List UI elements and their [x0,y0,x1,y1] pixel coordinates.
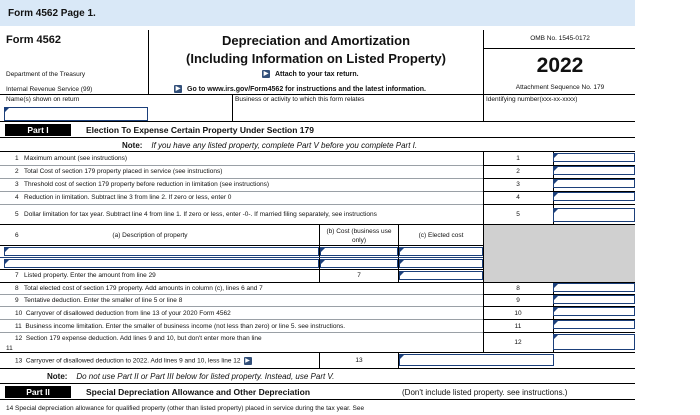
irs-label: Internal Revenue Service (99) [6,86,93,93]
header-bottom-line [0,94,635,95]
name-label: Name(s) shown on return [6,96,80,103]
line-9-rule [0,306,483,307]
part1-heading-line [0,137,635,138]
line-4: 4 Reduction in limitation. Subtract line 3 from line 2. If zero or less, enter 0 [15,194,232,201]
line-8-rule [0,294,483,295]
tax-year: 2022 [536,54,584,77]
line-4-rule [0,204,483,205]
line-7: 7 Listed property. Enter the amount from line 29 [15,272,156,279]
box-4-rule [483,204,635,205]
line-13-input[interactable] [399,354,554,366]
name-divider [232,94,233,121]
part2-heading-line [0,399,635,400]
header-divider-right [483,30,484,94]
omb-divider [483,48,635,49]
name-input[interactable] [4,107,148,121]
box-5-label: 5 [516,211,520,218]
box-11-label: 11 [514,323,522,330]
box-1-label: 1 [516,155,520,162]
line-14-partial: 14 Special depreciation allowance for qualified property (other than listed property) placed in service during the tax year. See [6,405,365,412]
col-c-header: (c) Elected cost [418,232,464,239]
arrow-icon: ▶ [263,71,269,77]
form-title: Depreciation and Amortization [221,33,411,48]
part2-paren-note: (Don't include listed property. see instructions.) [402,388,568,397]
col-b-header: (b) Cost (business use only) [326,228,392,244]
part1-title: Election To Expense Certain Property Under Section 179 [86,125,314,135]
line-8-input[interactable] [553,283,635,292]
box-3-label: 3 [516,181,520,188]
line-9-input[interactable] [553,295,635,304]
line-5-input[interactable] [553,208,635,222]
line-12-continued: 11 [6,345,13,352]
line-6-header-rule [0,245,483,246]
box-4-label: 4 [516,194,520,201]
banner-title: Form 4562 Page 1. [8,8,96,19]
form-subtitle: (Including Information on Listed Property) [186,51,446,66]
box-8-label: 8 [516,285,520,292]
line-10-rule [0,319,483,320]
line-6b-cost-input-1[interactable] [320,247,398,256]
line-2: 2 Total Cost of section 179 property placed in service (see instructions) [15,168,223,175]
id-divider [483,94,484,121]
form-number: Form 4562 [6,34,62,46]
arrow-icon: ▶ [175,86,181,92]
header-divider-left [148,30,149,94]
part1-note-line [0,151,635,152]
goto-instruction: ▶ Go to www.irs.gov/Form4562 for instructions and the latest information. [175,85,426,93]
line-6c-elected-input-1[interactable] [399,247,483,256]
box-7-label: 7 [357,272,361,279]
line-12: 12 Section 179 expense deduction. Add lines 9 and 10, but don't enter more than line [15,335,262,342]
line-3: 3 Threshold cost of section 179 property before reduction in limitation (see instructions) [15,181,270,188]
box-12-label: 12 [514,339,522,346]
col-a-header: (a) Description of property [112,232,188,239]
shaded-area [484,225,635,283]
line-10-input[interactable] [553,307,635,316]
fields-bottom-line [0,121,635,122]
line-1: 1 Maximum amount (see instructions) [15,155,127,162]
line-6-bottom-rule [0,269,483,270]
part1-label: Part I [5,124,71,136]
line-3-input[interactable] [553,179,635,188]
part2-label: Part II [5,386,71,398]
box-13-label: 13 [355,357,363,364]
dept-label: Department of the Treasury [6,71,86,78]
line-4-input[interactable] [553,192,635,201]
part2-title: Special Depreciation Allowance and Other Depreciation [86,387,311,397]
line-1-rule [0,165,483,166]
line-11: 11 Business income limitation. Enter the smaller of business income (not less than zero) or line 5. see instructions. [15,323,346,330]
business-label: Business or activity to which this form relates [235,96,365,103]
line-11-input[interactable] [553,320,635,329]
line-2-input[interactable] [553,166,635,175]
id-label: Identifying number(xxx-xx-xxxx) [486,96,578,103]
line-7-input[interactable] [399,271,483,280]
line-6b-cost-input-2[interactable] [320,259,398,268]
line-6-num: 6 [15,232,19,239]
attachment-sequence: Attachment Sequence No. 179 [515,84,605,91]
line-12-rule [0,352,635,353]
part1-note-2: Note: Do not use Part II or Part III below for listed property. Instead, use Part V. [47,372,335,381]
line-10: 10 Carryover of disallowed deduction from line 13 of your 2020 Form 4562 [15,310,231,317]
line-13-rule [0,368,635,369]
omb-number: OMB No. 1545-0172 [530,35,590,42]
shaded-divider [483,224,484,282]
box-11-rule [483,332,635,333]
line-12-input[interactable] [553,334,635,350]
attach-instruction: ▶ Attach to your tax return. [263,70,359,78]
box-9-label: 9 [516,297,520,304]
line-7-rule [0,282,635,283]
line-3-rule [0,191,483,192]
line-8: 8 Total elected cost of section 179 property. Add amounts in column (c), lines 6 and 7 [15,285,263,292]
part1-note: Note: If you have any listed property, complete Part V before you complete Part I. [122,141,418,150]
line-6c-elected-input-2[interactable] [399,259,483,268]
line-9: 9 Tentative deduction. Enter the smaller of line 5 or line 8 [15,297,183,304]
line-5: 5 Dollar limitation for tax year. Subtract line 4 from line 1. If zero or less, enter -0-. If married filing separately, see instructions [15,211,377,218]
line-2-rule [0,178,483,179]
box-10-label: 10 [514,310,522,317]
line-6-row-rule [0,257,483,258]
note-2-rule [0,383,635,384]
line-1-input[interactable] [553,153,635,162]
line-6a-desc-input-1[interactable] [4,247,319,256]
arrow-icon: ▶ [245,358,250,364]
line-13: 13 Carryover of disallowed deduction to 2022. Add lines 9 and 10, less line 12 ▶ [15,357,250,365]
line-6a-desc-input-2[interactable] [4,259,319,268]
line-11-rule [0,332,483,333]
box-2-label: 2 [516,168,520,175]
